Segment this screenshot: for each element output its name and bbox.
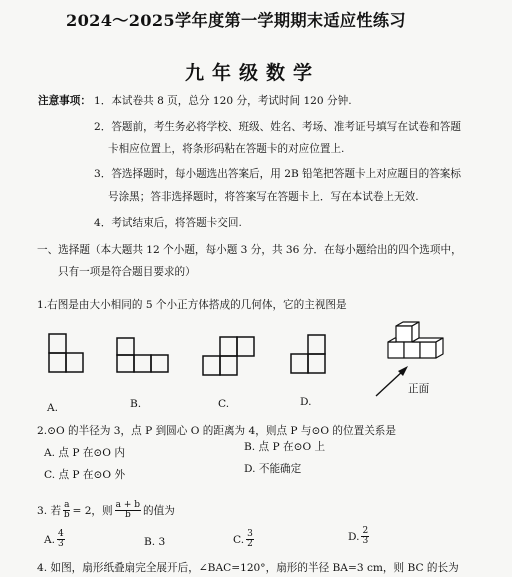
notes-item-3: 3．答选择题时，每小题选出答案后，用 2B 铅笔把答题卡上对应题目的答案标	[94, 168, 461, 180]
q1-option-b-label: B.	[130, 398, 142, 410]
q3-given-denominator: b	[63, 510, 70, 520]
q3-option-c	[233, 530, 256, 549]
q2-stem: 2.⊙O 的半径为 3，点 P 到圆心 O 的距离为 4，则点 P 与⊙O 的位置关系是	[37, 425, 396, 437]
q3-stem-prefix: 3. 若	[37, 504, 62, 517]
notes-item-1: 1．本试卷共 8 页，总分 120 分，考试时间 120 分钟.	[94, 95, 352, 107]
q1-option-d-figure	[289, 333, 331, 377]
q1-stem: 1.右图是由大小相同的 5 个小正方体搭成的几何体，它的主视图是	[37, 299, 347, 311]
q3-option-a-label: A.	[44, 533, 56, 546]
q3-option-d-numerator: 2	[362, 526, 369, 536]
notes-item-2: 2．答题前，考生务必将学校、班级、姓名、考场、准考证号填写在试卷和答题	[94, 121, 461, 133]
q1-solid-figure	[380, 321, 452, 363]
q3-option-c-denominator: 2	[247, 539, 253, 549]
front-view-label: 正面	[408, 383, 430, 395]
q3-option-d-fraction	[361, 527, 369, 546]
q2-option-b: B. 点 P 在⊙O 上	[244, 441, 326, 453]
q3-option-d	[348, 527, 371, 546]
notes-item-4: 4．考试结束后，将答题卡交回.	[94, 217, 242, 229]
q3-ask-rest: 的值为	[143, 504, 175, 517]
q1-option-a-figure	[47, 332, 87, 374]
front-view-arrow-icon	[372, 362, 412, 400]
q3-ask-numerator: a + b	[115, 500, 141, 510]
q3-given-fraction	[63, 501, 70, 520]
q3-given-rest: = 2，则	[72, 504, 113, 517]
exam-subtitle: 九年级数学	[185, 62, 321, 84]
q3-option-c-fraction	[246, 530, 254, 549]
q1-option-c-figure	[201, 335, 259, 377]
q3-option-d-denominator: 3	[362, 536, 369, 546]
q3-option-a-denominator: 3	[58, 539, 64, 549]
q3-option-a-fraction	[57, 530, 65, 549]
q4-stem: 4. 如图，扇形纸叠扇完全展开后，∠BAC=120°，扇形的半径 BA=3 cm，则 BC 的长为	[37, 562, 459, 574]
q3-ask-denominator: b	[124, 510, 131, 520]
q3-stem	[37, 501, 175, 520]
q1-option-a-label: A.	[47, 402, 59, 414]
q3-option-a	[44, 530, 67, 549]
section-1-heading: 一、选择题（本大题共 12 个小题，每小题 3 分，共 36 分．在每小题给出的四个选项中，	[37, 244, 462, 256]
q1-option-b-figure	[115, 336, 175, 376]
q3-option-d-label: D.	[348, 530, 360, 543]
q2-option-c: C. 点 P 在⊙O 外	[44, 469, 126, 481]
q3-option-c-numerator: 3	[247, 529, 253, 539]
exam-title: 2024～2025学年度第一学期期末适应性练习	[66, 11, 406, 30]
q1-option-c-label: C.	[218, 398, 230, 410]
q2-option-a: A. 点 P 在⊙O 内	[44, 447, 125, 459]
q2-option-d: D. 不能确定	[244, 463, 302, 475]
notes-item-3-cont: 号涂黑；答非选择题时，将答案写在答题卡上．写在本试卷上无效.	[108, 191, 419, 203]
notes-item-2-cont: 卡相应位置上，将条形码粘在答题卡的对应位置上.	[108, 143, 345, 155]
q3-option-b: B. 3	[144, 536, 166, 548]
q3-option-c-label: C.	[233, 533, 245, 546]
notes-label: 注意事项：	[38, 95, 91, 107]
q3-ask-fraction	[115, 501, 141, 520]
q3-given-numerator: a	[64, 500, 70, 510]
q1-option-d-label: D.	[300, 396, 312, 408]
q3-option-a-numerator: 4	[58, 529, 64, 539]
section-1-heading-cont: 只有一项是符合题目要求的）	[58, 266, 196, 278]
